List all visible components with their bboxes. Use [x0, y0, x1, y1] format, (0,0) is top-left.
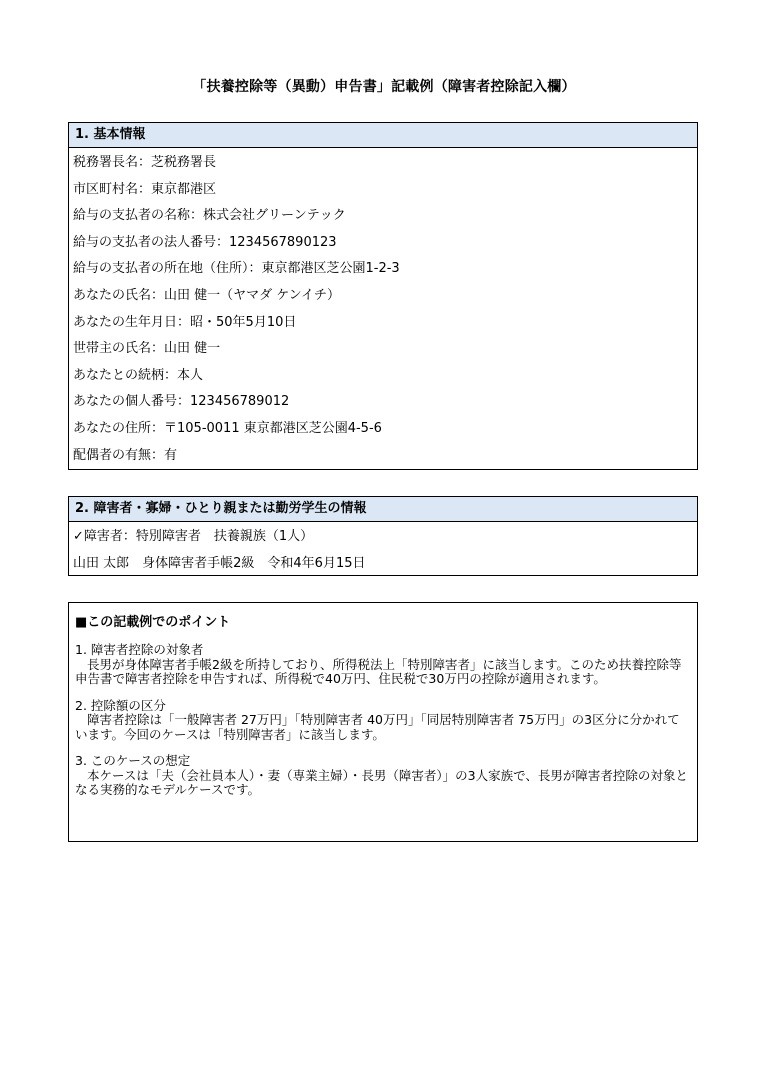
point-3-body: 本ケースは「夫（会社員本人）・妻（専業主婦）・長男（障害者）」の3人家族で、長男が障害者控除の対象となる実務的なモデルケースです。 — [75, 767, 688, 797]
your-address-row: あなたの住所：〒105-0011 東京都港区芝公園4-5-6 — [73, 420, 382, 436]
payer-corporate-number-row: 給与の支払者の法人番号：1234567890123 — [73, 234, 337, 250]
point-2-body: 障害者控除は「一般障害者 27万円」「特別障害者 40万円」「同居特別障害者 75万円」の3区分に分かれています。今回のケースは「特別障害者」に該当します。 — [75, 712, 680, 742]
disability-info-heading: 2. 障害者・寡婦・ひとり親または勤労学生の情報 — [69, 497, 697, 522]
points-heading: ■この記載例でのポイント — [75, 615, 231, 630]
point-1-body: 長男が身体障害者手帳2級を所持しており、所得税法上「特別障害者」に該当します。このため扶養控除等申告書で障害者控除を申告すれば、所得税で40万円、住民税で30万円の控除が適用されます。 — [75, 656, 682, 686]
relationship-row: あなたとの続柄：本人 — [73, 367, 204, 383]
point-3-title: 3. このケースの想定 — [75, 753, 191, 768]
tax-office-row: 税務署長名：芝税務署長 — [73, 155, 217, 170]
payer-name-row: 給与の支払者の名称：株式会社グリーンテック — [73, 208, 346, 224]
basic-info-heading: 1. 基本情報 — [69, 123, 697, 148]
your-name-row: あなたの氏名：山田 健一（ヤマダ ケンイチ） — [73, 287, 340, 303]
household-head-row: 世帯主の氏名：山田 健一 — [73, 341, 221, 357]
basic-info-section — [68, 122, 698, 470]
municipality-row: 市区町村名：東京都港区 — [73, 181, 217, 197]
birth-date-row: あなたの生年月日：昭・50年5月10日 — [73, 314, 297, 330]
payer-address-row: 給与の支払者の所在地（住所）：東京都港区芝公園1-2-3 — [73, 261, 400, 277]
disability-info-section — [68, 496, 698, 576]
points-section — [68, 602, 698, 842]
page-title: 「扶養控除等（異動）申告書」記載例（障害者控除記入欄） — [192, 79, 576, 95]
point-1-title: 1. 障害者控除の対象者 — [75, 642, 204, 657]
point-2-title: 2. 控除額の区分 — [75, 697, 166, 713]
disabled-dependent-row: 山田 太郎 身体障害者手帳2級 令和4年6月15日 — [73, 555, 366, 571]
disability-type-row: ✓障害者：特別障害者 扶養親族（1人） — [73, 529, 314, 544]
personal-number-row: あなたの個人番号：123456789012 — [73, 394, 290, 410]
spouse-row: 配偶者の有無：有 — [73, 447, 178, 463]
